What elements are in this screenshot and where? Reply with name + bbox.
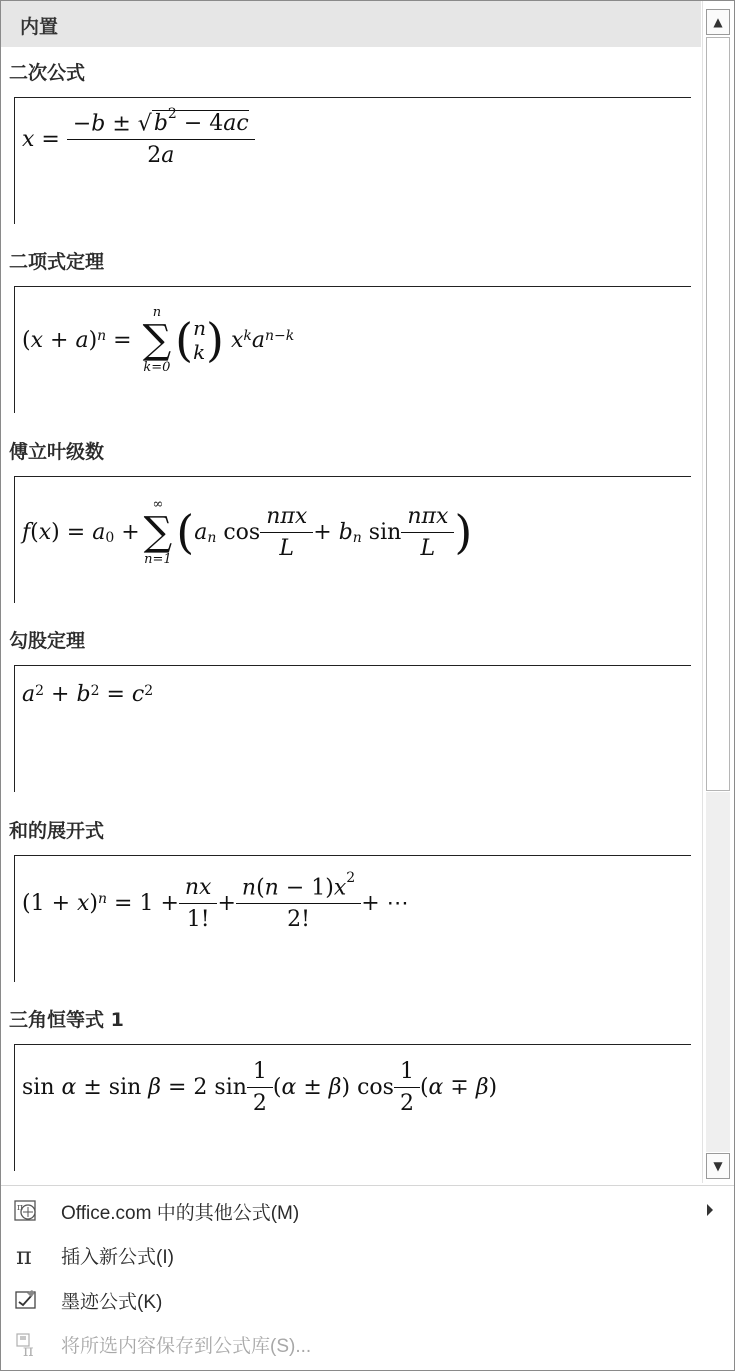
- equation-formula: f ( x ) = a 0 + ∞ ∑ n=1 ( a n cos $\frac{\text{nπx}}{L}$ + b n sin $\frac{\text{nπx}}{L}$ ): [22, 497, 473, 567]
- section-header-label: 内置: [20, 16, 59, 38]
- menu-item-save-to-gallery[interactable]: [1, 1322, 734, 1366]
- scroll-thumb[interactable]: [706, 37, 730, 791]
- equation-title: 二项式定理: [9, 251, 105, 273]
- equation-item-quadratic[interactable]: [14, 97, 691, 224]
- equation-formula: (1 + x ) n = 1 + $\frac{nx}{1!}$ + $\frac{n(n - 1)x^2}{2!}$ + ⋯: [22, 870, 409, 933]
- scroll-down-button[interactable]: ▼: [706, 1153, 730, 1179]
- section-header-builtin: [1, 1, 701, 47]
- equation-item-trig-identity-1[interactable]: [14, 1044, 691, 1171]
- equation-title: 勾股定理: [9, 630, 86, 652]
- svg-text:π: π: [16, 1242, 32, 1268]
- menu-item-label: 墨迹公式(K): [61, 1291, 163, 1313]
- scroll-up-button[interactable]: ▲: [706, 9, 730, 35]
- menu-item-label: 插入新公式(I): [61, 1246, 174, 1268]
- scroll-track[interactable]: [706, 792, 730, 1152]
- equation-title: 二次公式: [9, 62, 86, 84]
- ink-equation-icon: [11, 1285, 41, 1315]
- menu-item-ink-equation[interactable]: [1, 1278, 734, 1322]
- office-formula-icon: [11, 1196, 41, 1226]
- equation-item-fourier[interactable]: [14, 476, 691, 603]
- equation-title: 傅立叶级数: [9, 441, 105, 463]
- menu-separator: [1, 1185, 734, 1186]
- svg-text:π: π: [17, 1203, 23, 1213]
- equation-title: 三角恒等式 1: [9, 1009, 124, 1031]
- pi-icon: [11, 1240, 41, 1270]
- menu-item-label: Office.com 中的其他公式(M): [61, 1202, 300, 1224]
- submenu-arrow-icon: [707, 1204, 713, 1216]
- menu-item-label: 将所选内容保存到公式库(S)...: [61, 1335, 312, 1357]
- equation-title: 和的展开式: [9, 820, 105, 842]
- save-to-gallery-icon: [11, 1329, 41, 1359]
- svg-text:π: π: [23, 1341, 34, 1357]
- gallery-scrollbar[interactable]: [702, 1, 734, 1183]
- equation-formula: a 2 + b 2 = c 2: [22, 682, 154, 707]
- equation-formula: ( x + a ) n = n ∑ k=0 ( n k ) x k a n−k: [22, 305, 295, 375]
- menu-item-office-more-equations[interactable]: [1, 1189, 734, 1233]
- equation-item-pythagorean[interactable]: [14, 665, 691, 792]
- equation-gallery: [1, 1, 701, 1183]
- equation-item-binomial[interactable]: [14, 286, 691, 413]
- equation-formula: sin α ± sin β = 2 sin $\frac{1}{2}$ ( α ± β ) cos $\frac{1}{2}$ ( α ∓ β ): [22, 1059, 498, 1116]
- equation-formula: x = $\frac{-b \pm √b^2 - 4ac}{2a}$: [22, 110, 255, 168]
- equation-item-sum-expansion[interactable]: [14, 855, 691, 982]
- menu-item-insert-new-equation[interactable]: [1, 1233, 734, 1277]
